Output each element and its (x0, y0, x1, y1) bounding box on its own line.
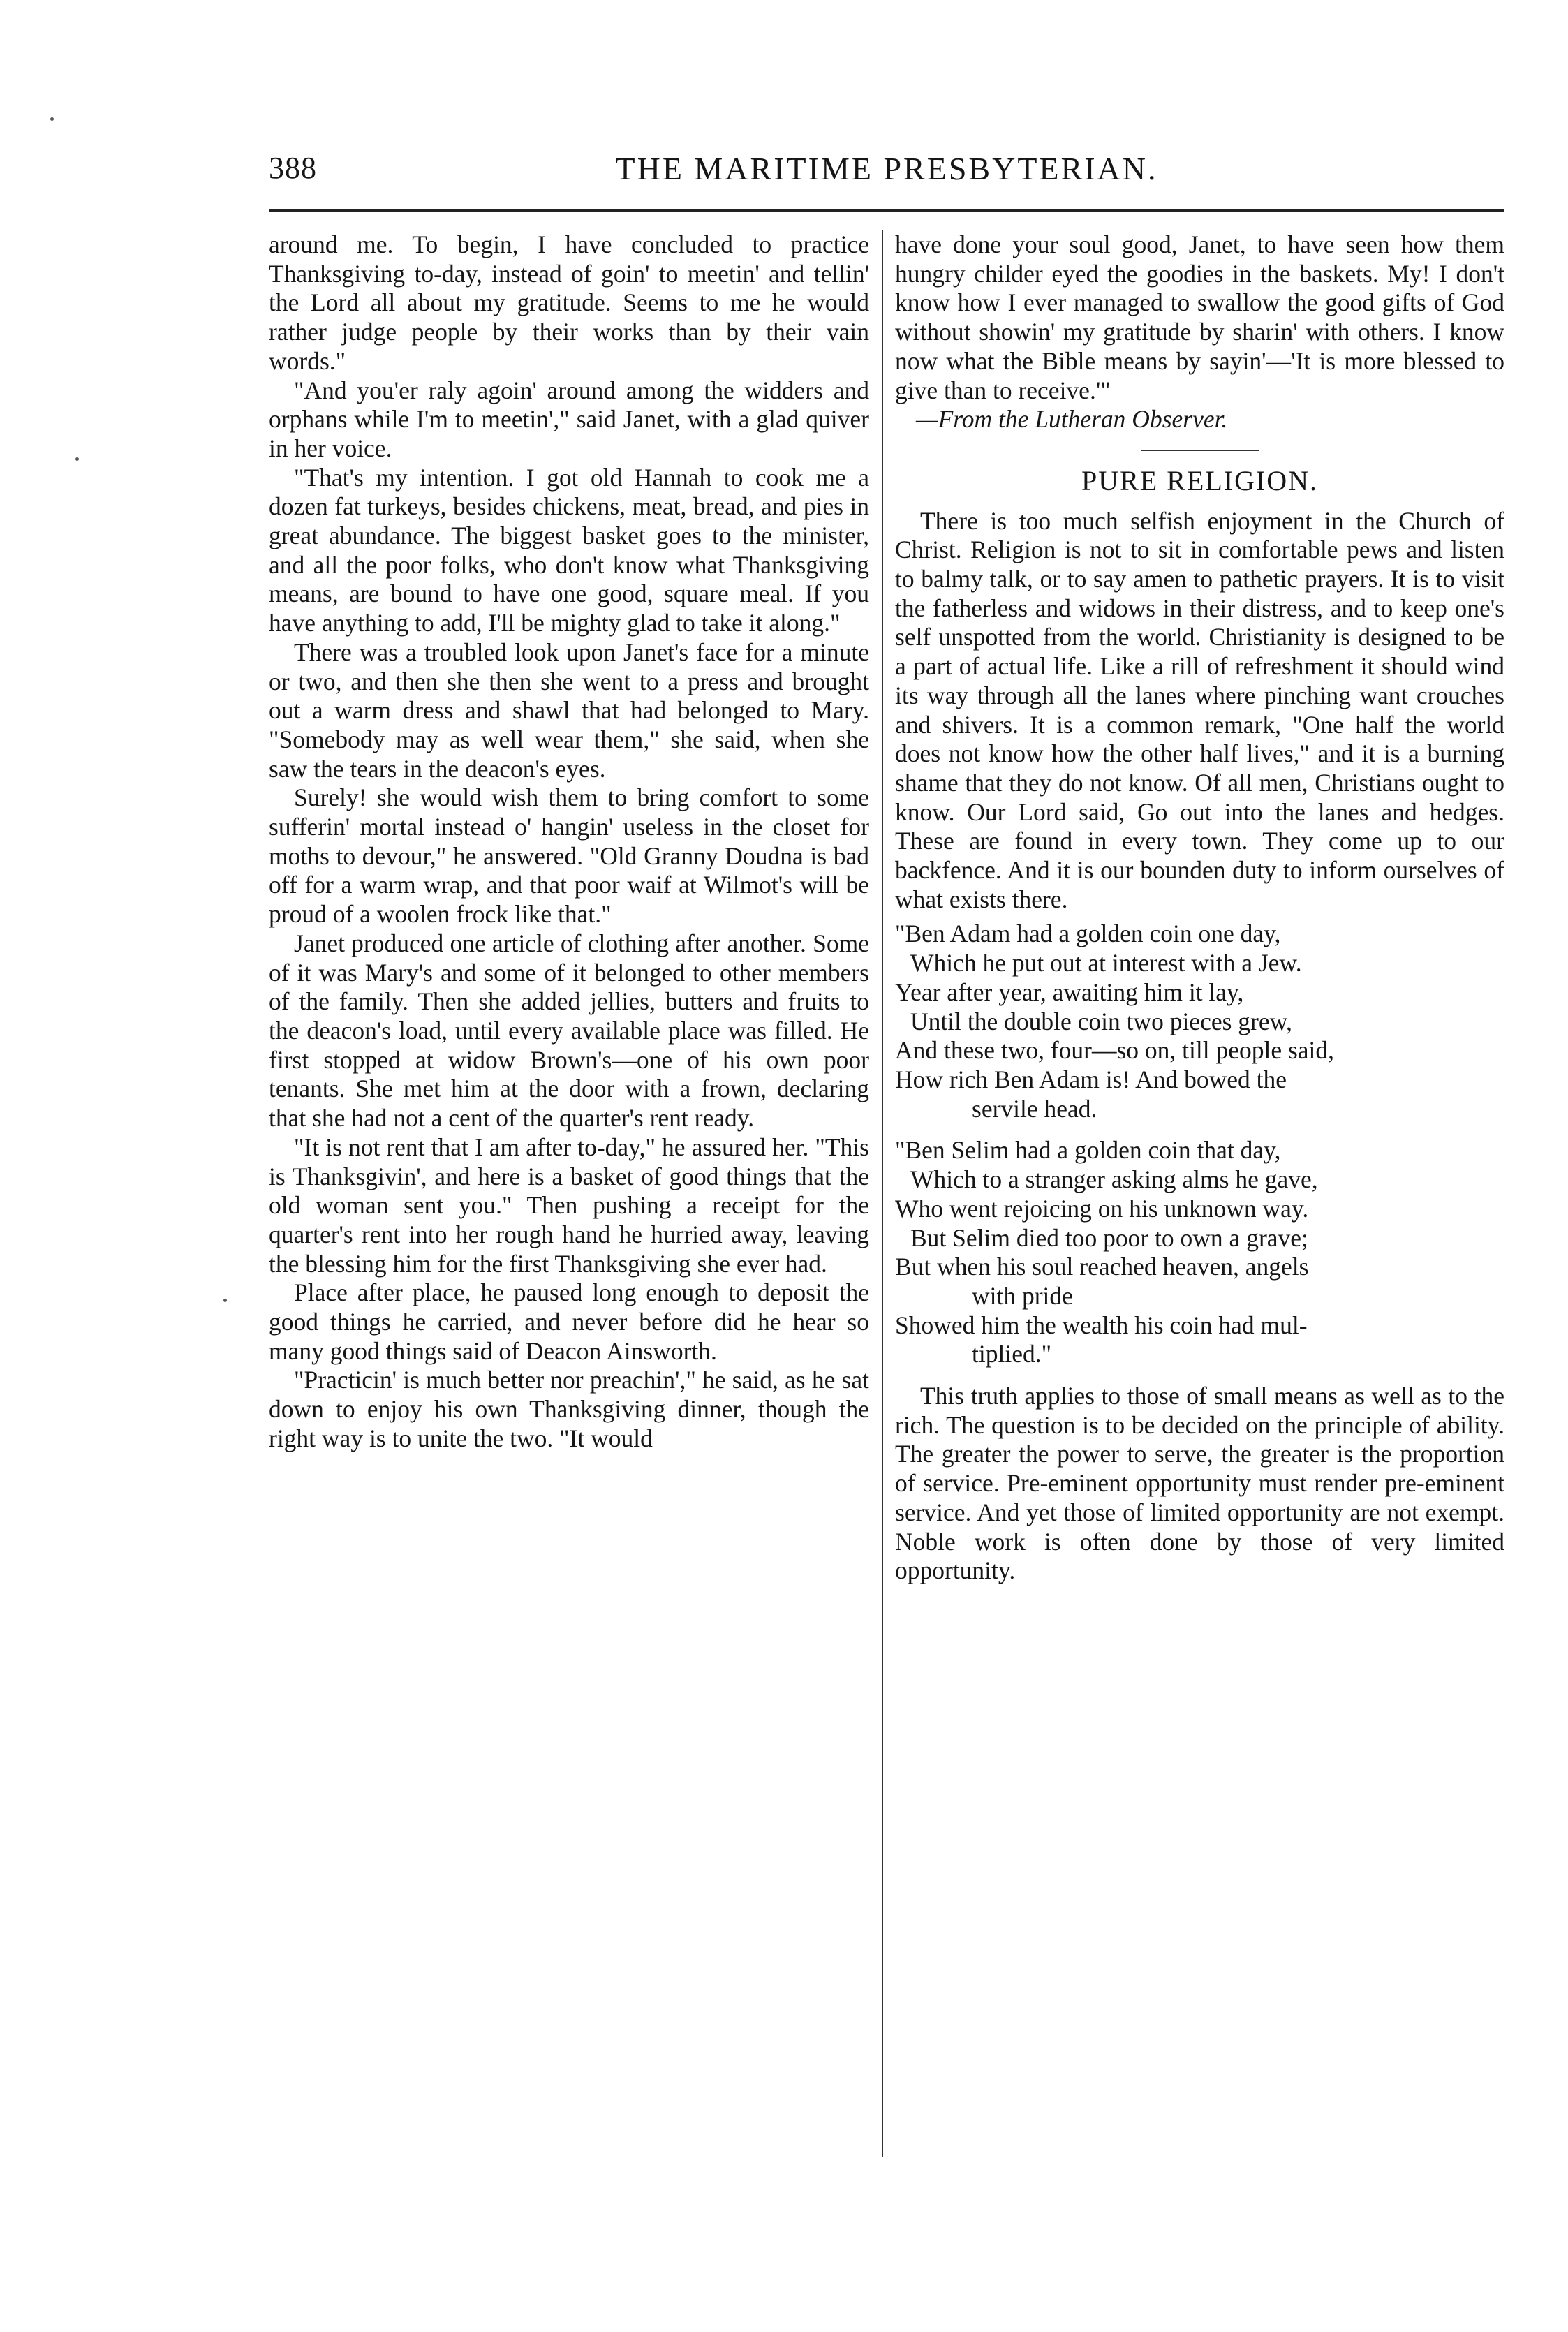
poem-line: And these two, four—so on, till people said, (895, 1036, 1335, 1065)
poem-line: "Ben Selim had a golden coin that day, (895, 1136, 1281, 1165)
poem-line: Showed him the wealth his coin had mul- (895, 1311, 1308, 1339)
poem-line: Which to a stranger asking alms he gave, (910, 1165, 1318, 1194)
closing-paragraph: This truth applies to those of small means as well as to the rich. The question is to be decided on the principle of ability. The greater the power to serve, the greater is the proportion of service. Pre-eminent opportunity must render pre-eminent service. And yet those of limited opportunity are not exempt. Noble work is often done by those of very limited opportunity. (895, 1382, 1504, 1585)
story-paragraph: "And you'er raly agoin' around among the widders and orphans while I'm to meetin'," said Janet, with a glad quiver in her voice. (269, 376, 869, 462)
story-paragraph: "That's my intention. I got old Hannah to cook me a dozen fat turkeys, besides chickens, meat, bread, and pies in great abundance. The biggest basket goes to the minister, and all the poor folks, who don't know what Thanksgiving means, are bound to have one good, square meal. If you have anything to add, I'll be mighty glad to take it along." (269, 463, 869, 637)
story-paragraph: Janet produced one article of clothing after another. Some of it was Mary's and some of it belonged to other members of the family. Then she added jellies, butters and fruits to the deacon's load, until every available place was filled. He first stopped at widow Brown's—one of his own poor tenants. She met him at the door with a frown, declaring that she had not a cent of the quarter's rent ready. (269, 929, 869, 1132)
poem-line: servile head. (972, 1094, 1097, 1123)
print-speck (75, 457, 79, 461)
story-continuation: have done your soul good, Janet, to have seen how them hungry childer eyed the goodies in the baskets. My! I don't know how I ever managed to swallow the good gifts of God without showin' my gratitude by sharin' with others. I know now what the Bible means by sayin'—'It is more blessed to give than to receive.'" (895, 230, 1504, 404)
column-divider (882, 230, 883, 2157)
print-speck (50, 117, 54, 121)
poem-line: Until the double coin two pieces grew, (910, 1007, 1292, 1035)
header-rule (269, 209, 1504, 212)
left-column (269, 230, 869, 1454)
right-column (895, 230, 1504, 1586)
poem (895, 920, 1504, 1369)
poem-line: How rich Ben Adam is! And bowed the (895, 1065, 1287, 1093)
section-heading: PURE RELIGION. (1081, 464, 1319, 496)
print-speck (223, 1299, 227, 1302)
poem-line: with pride (972, 1281, 1073, 1310)
poem-line: Year after year, awaiting him it lay, (895, 977, 1244, 1006)
story-paragraph: "Practicin' is much better nor preachin'," he said, as he sat down to enjoy his own Thanksgiving dinner, though the right way is to unite the two. "It would (269, 1366, 869, 1452)
poem-line: tiplied." (972, 1340, 1052, 1368)
story-paragraph: Place after place, he paused long enough to deposit the good things he carried, and never before did he hear so many good things said of Deacon Ainsworth. (269, 1278, 869, 1365)
story-paragraph: "It is not rent that I am after to-day," he assured her. "This is Thanksgivin', and here is a basket of good things that the old woman sent you." Then pushing a receipt for the quarter's rent into her rough hand he hurried away, leaving the blessing him for the first Thanksgiving she ever had. (269, 1132, 869, 1278)
poem-line: But when his soul reached heaven, angels (895, 1253, 1309, 1281)
poem-line: But Selim died too poor to own a grave; (910, 1223, 1308, 1252)
poem-line: "Ben Adam had a golden coin one day, (895, 920, 1281, 948)
poem-stanza (895, 1136, 1504, 1369)
story-paragraph: There was a troubled look upon Janet's face for a minute or two, and then she then she went to a press and brought out a warm dress and shawl that had belonged to Mary. "Somebody may as well wear them," she said, when she saw the tears in the deacon's eyes. (269, 637, 869, 783)
page-header (269, 150, 1504, 199)
source-attribution: —From the Lutheran Observer. (916, 405, 1228, 434)
poem-stanza (895, 920, 1504, 1123)
page-number: 388 (269, 151, 317, 185)
section-separator (1141, 450, 1259, 451)
story-paragraph: Surely! she would wish them to bring comfort to some sufferin' mortal instead o' hangin' useless in the closet for moths to devour," he answered. "Old Granny Doudna is bad off for a warm wrap, and that poor waif at Wilmot's will be proud of a woolen frock like that." (269, 783, 869, 929)
poem-line: Who went rejoicing on his unknown way. (895, 1194, 1309, 1223)
story-paragraph: around me. To begin, I have concluded to practice Thanksgiving to-day, instead of goin' to meetin' and tellin' the Lord all about my gratitude. Seems to me he would rather judge people by their works than by their vain words." (269, 230, 869, 375)
section-paragraph: There is too much selfish enjoyment in the Church of Christ. Religion is not to sit in comfortable pews and listen to balmy talk, or to say amen to pathetic prayers. It is to visit the fatherless and widows in their distress, and to keep one's self unspotted from the world. Christianity is designed to be a part of actual life. Like a rill of refreshment it should wind its way through all the lanes where pinching want crouches and shivers. It is a common remark, "One half the world does not know how the other half lives," and it is a burning shame that they do not know. Of all men, Christians ought to know. Our Lord said, Go out into the lanes and hedges. These are found in every town. They come up to our backfence. And it is our bounden duty to inform ourselves of what exists there. (895, 506, 1504, 913)
running-title: THE MARITIME PRESBYTERIAN. (615, 151, 1158, 186)
poem-line: Which he put out at interest with a Jew. (910, 949, 1302, 977)
